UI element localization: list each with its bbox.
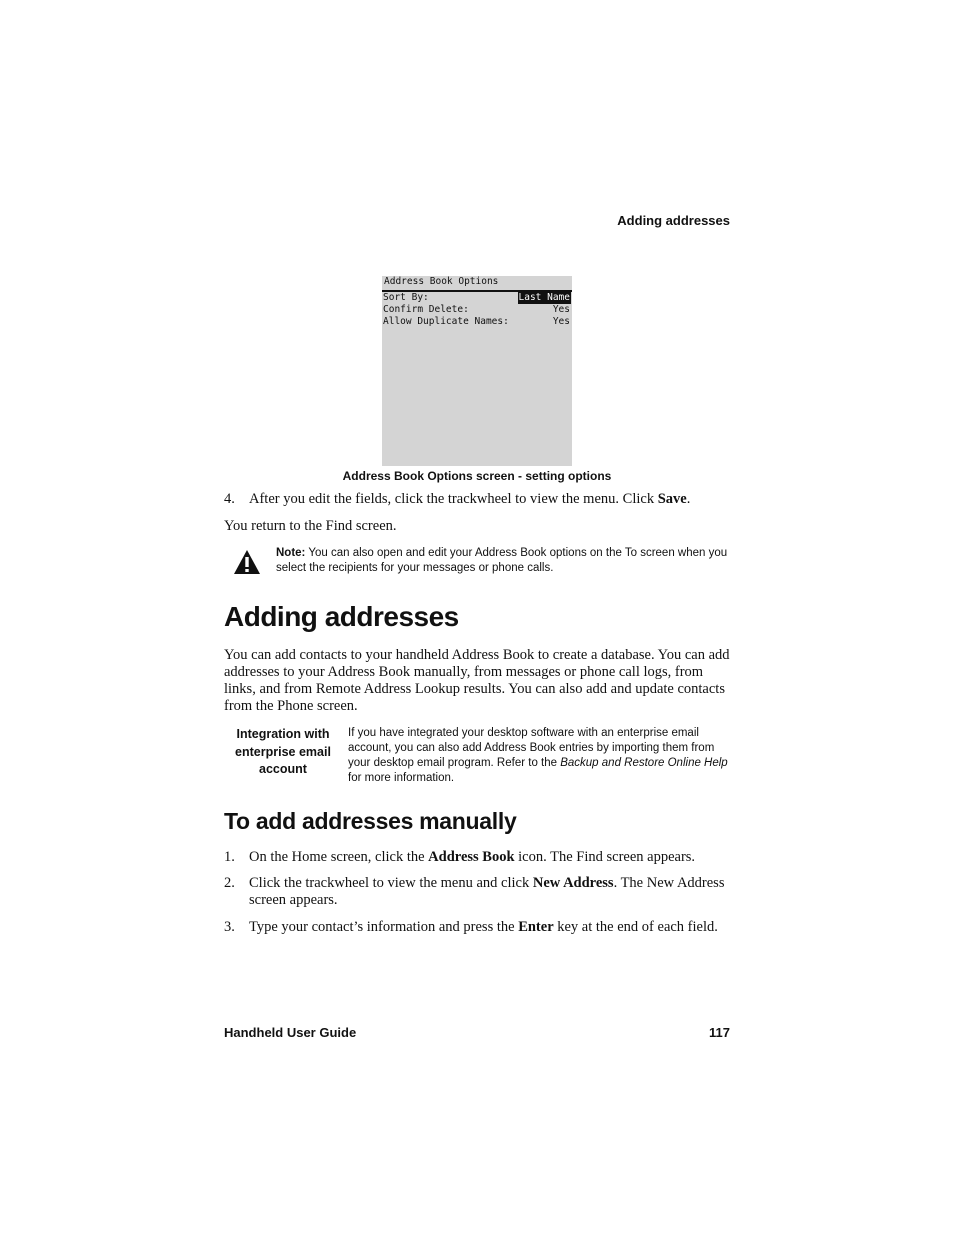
figure-caption: Address Book Options screen - setting options bbox=[342, 469, 612, 483]
step-1 bbox=[224, 849, 730, 866]
step-text: On the Home screen, click the Address Book icon. The Find screen appears. bbox=[249, 849, 696, 865]
return-text: You return to the Find screen. bbox=[224, 518, 397, 534]
step-text: Type your contact’s information and press the Enter key at the end of each field. bbox=[249, 919, 718, 935]
warning-icon bbox=[233, 549, 261, 575]
option-label: Confirm Delete: bbox=[383, 304, 469, 315]
screen-option-row bbox=[383, 304, 571, 316]
step-number: 2. bbox=[224, 875, 235, 891]
footer-title: Handheld User Guide bbox=[224, 1025, 357, 1040]
intro-paragraph: You can add contacts to your handheld Address Book to create a database. You can add addresses to your Address Book manually, from messages or phone call logs, from links, and from Remote Address Lookup results. You can also add and update contacts from the Phone screen. bbox=[224, 647, 730, 714]
running-head: Adding addresses bbox=[617, 213, 730, 228]
step-number: 4. bbox=[224, 491, 235, 507]
step-text: After you edit the fields, click the trackwheel to view the menu. Click Save. bbox=[249, 491, 691, 507]
option-value-selected: Last Name bbox=[518, 292, 570, 303]
step-text: Click the trackwheel to view the menu and click New Address. The New Address screen appears. bbox=[249, 875, 725, 908]
step-3 bbox=[224, 919, 730, 953]
option-value: Yes bbox=[552, 304, 570, 315]
option-label: Allow Duplicate Names: bbox=[383, 316, 509, 327]
section-heading: Adding addresses bbox=[224, 601, 459, 632]
note-text: Note: You can also open and edit your Address Book options on the To screen when you select the recipients for your messages or phone calls. bbox=[276, 547, 728, 574]
step-number: 1. bbox=[224, 849, 235, 865]
sidebar-text: If you have integrated your desktop software with an enterprise email account, you can also add Address Book entries by importing them from your desktop email program. Refer to the Backup and Restore Online Help for more information. bbox=[348, 727, 728, 784]
note-label: Note: bbox=[276, 547, 306, 559]
page-number: 117 bbox=[709, 1025, 730, 1040]
subsection-heading: To add addresses manually bbox=[224, 808, 517, 834]
step-number: 3. bbox=[224, 919, 235, 935]
option-label: Sort By: bbox=[383, 292, 429, 303]
option-value: Yes bbox=[552, 316, 570, 327]
step-4 bbox=[224, 491, 730, 508]
sidebar-heading: Integration with enterprise email account bbox=[235, 727, 331, 776]
screen-option-row bbox=[383, 316, 571, 328]
address-book-options-screenshot bbox=[382, 276, 572, 466]
screen-option-row bbox=[383, 292, 571, 304]
screen-title: Address Book Options bbox=[384, 276, 499, 287]
step-2 bbox=[224, 875, 730, 909]
